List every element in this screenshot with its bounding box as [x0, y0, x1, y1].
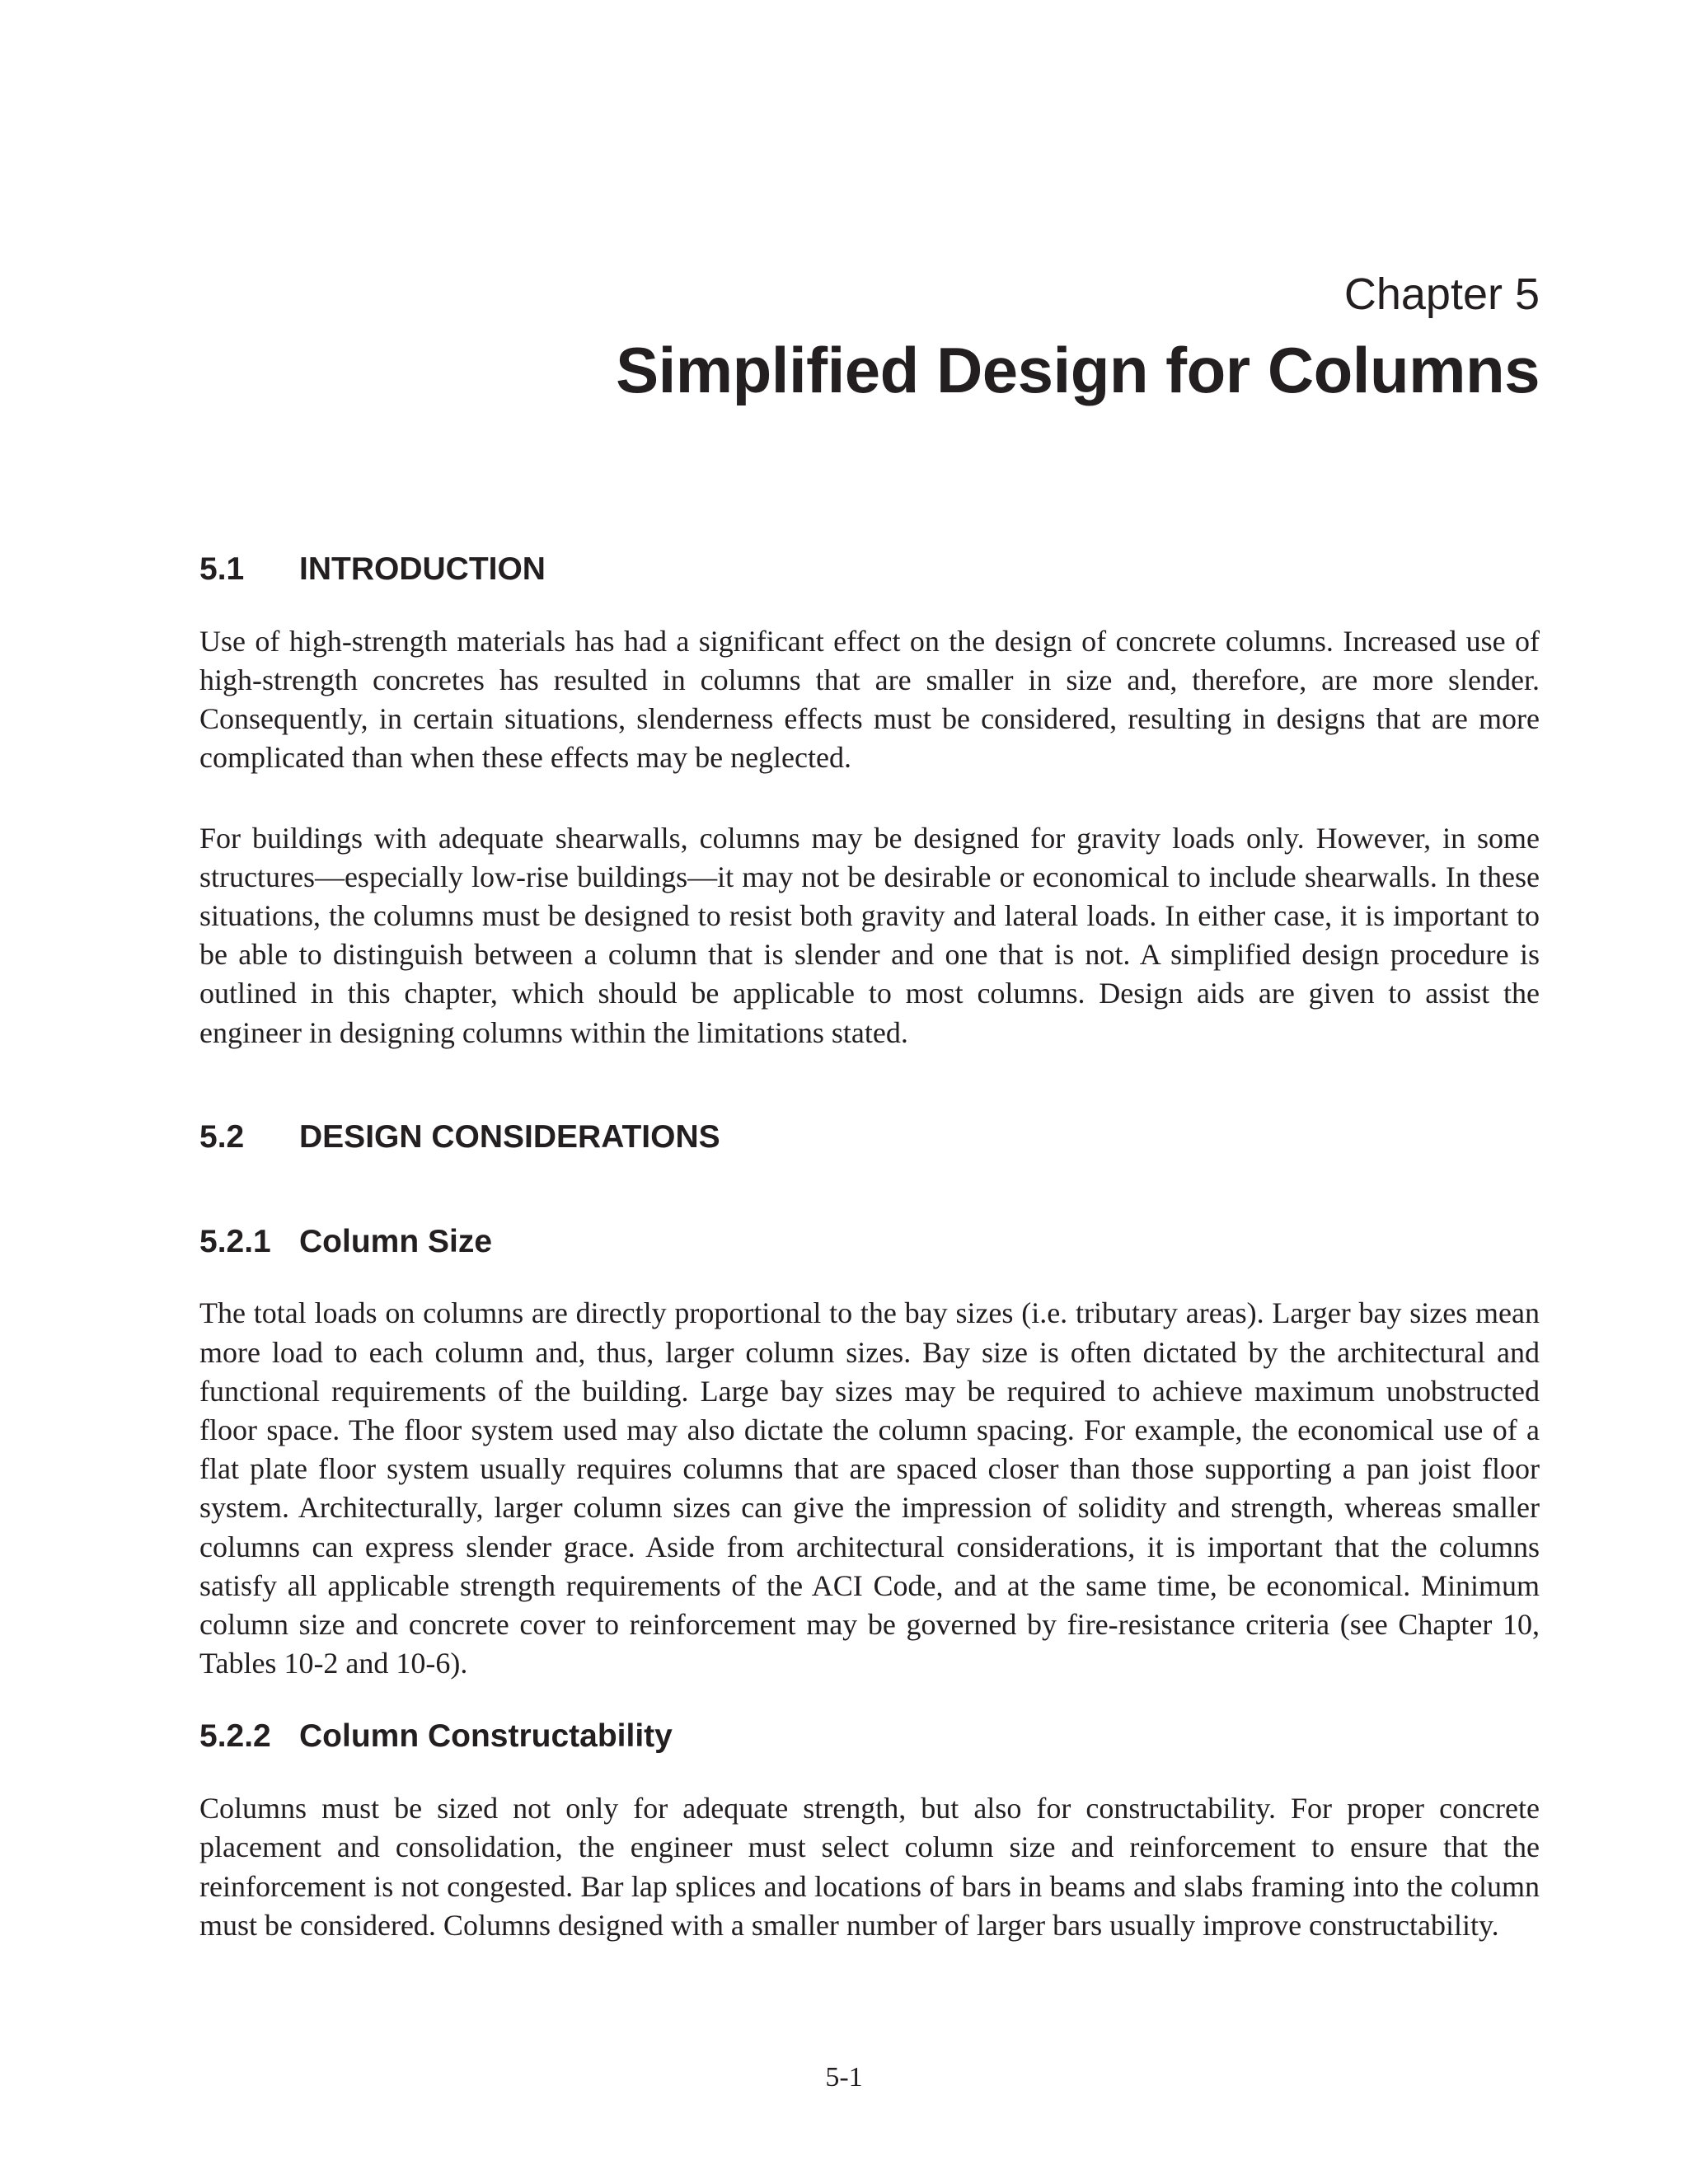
paragraph-column-size: The total loads on columns are directly proportional to the bay sizes (i.e. tributary areas). Larger bay sizes mean more load to each column and, thus, larger column sizes. Bay size is often dictated by the architectural and functional requirements of the building. Large bay sizes may be required to achieve maximum unobstructed floor space. The floor system used may also dictate the column spacing. For example, the economical use of a flat plate floor system usually requires columns that are spaced closer than those supporting a pan joist floor system. Architecturally, larger column sizes can give the impression of solidity and strength, whereas smaller columns can express slender grace. Aside from architectural considerations, it is important that the columns satisfy all applicable strength requirements of the ACI Code, and at the same time, be economical. Minimum column size and concrete cover to reinforcement may be governed by fire-resistance criteria (see Chapter 10, Tables 10-2 and 10-6).: [199, 1296, 1540, 1680]
chapter-label: Chapter 5: [1343, 269, 1540, 319]
paragraph-intro-1: Use of high-strength materials has had a significant effect on the design of concrete columns. Increased use of high-strength concretes has resulted in columns that are smaller in size and, therefore, are more slender. Consequently, in certain situations, slenderness effects must be considered, resulting in designs that are more complicated than when these effects may be neglected.: [199, 624, 1540, 775]
subsection-title: Column Size: [299, 1223, 493, 1259]
section-title: INTRODUCTION: [299, 551, 546, 587]
section-number: 5.2: [199, 1118, 245, 1155]
section-heading-5-1: [199, 551, 1540, 589]
chapter-title: Simplified Design for Columns: [616, 334, 1540, 406]
paragraph-column-constructability: Columns must be sized not only for adequate strength, but also for constructability. For proper concrete placement and consolidation, the engineer must select column size and reinforcement to ensure that the reinforcement is not congested. Bar lap splices and locations of bars in beams and slabs framing into the column must be considered. Columns designed with a smaller number of larger bars usually improve constructability.: [199, 1792, 1540, 1942]
subsection-title: Column Constructability: [299, 1718, 673, 1755]
section-heading-5-2: [199, 1118, 1540, 1157]
subsection-heading-5-2-2: [199, 1718, 1540, 1756]
section-number: 5.1: [199, 551, 245, 587]
subsection-number: 5.2.2: [199, 1718, 271, 1755]
subsection-heading-5-2-1: [199, 1223, 1540, 1262]
paragraph-intro-2: For buildings with adequate shearwalls, columns may be designed for gravity loads only. However, in some structures—especially low-rise buildings—it may not be desirable or economical to include shearwalls. In these situations, the columns must be designed to resist both gravity and lateral loads. In either case, it is important to be able to distinguish between a column that is slender and one that is not. A simplified design procedure is outlined in this chapter, which should be applicable to most columns. Design aids are given to assist the engineer in designing columns within the limitations stated.: [199, 821, 1540, 1049]
subsection-number: 5.2.1: [199, 1223, 271, 1259]
chapter-body: [199, 551, 1540, 1945]
section-title: DESIGN CONSIDERATIONS: [299, 1118, 720, 1155]
page-number: 5-1: [825, 2062, 863, 2093]
